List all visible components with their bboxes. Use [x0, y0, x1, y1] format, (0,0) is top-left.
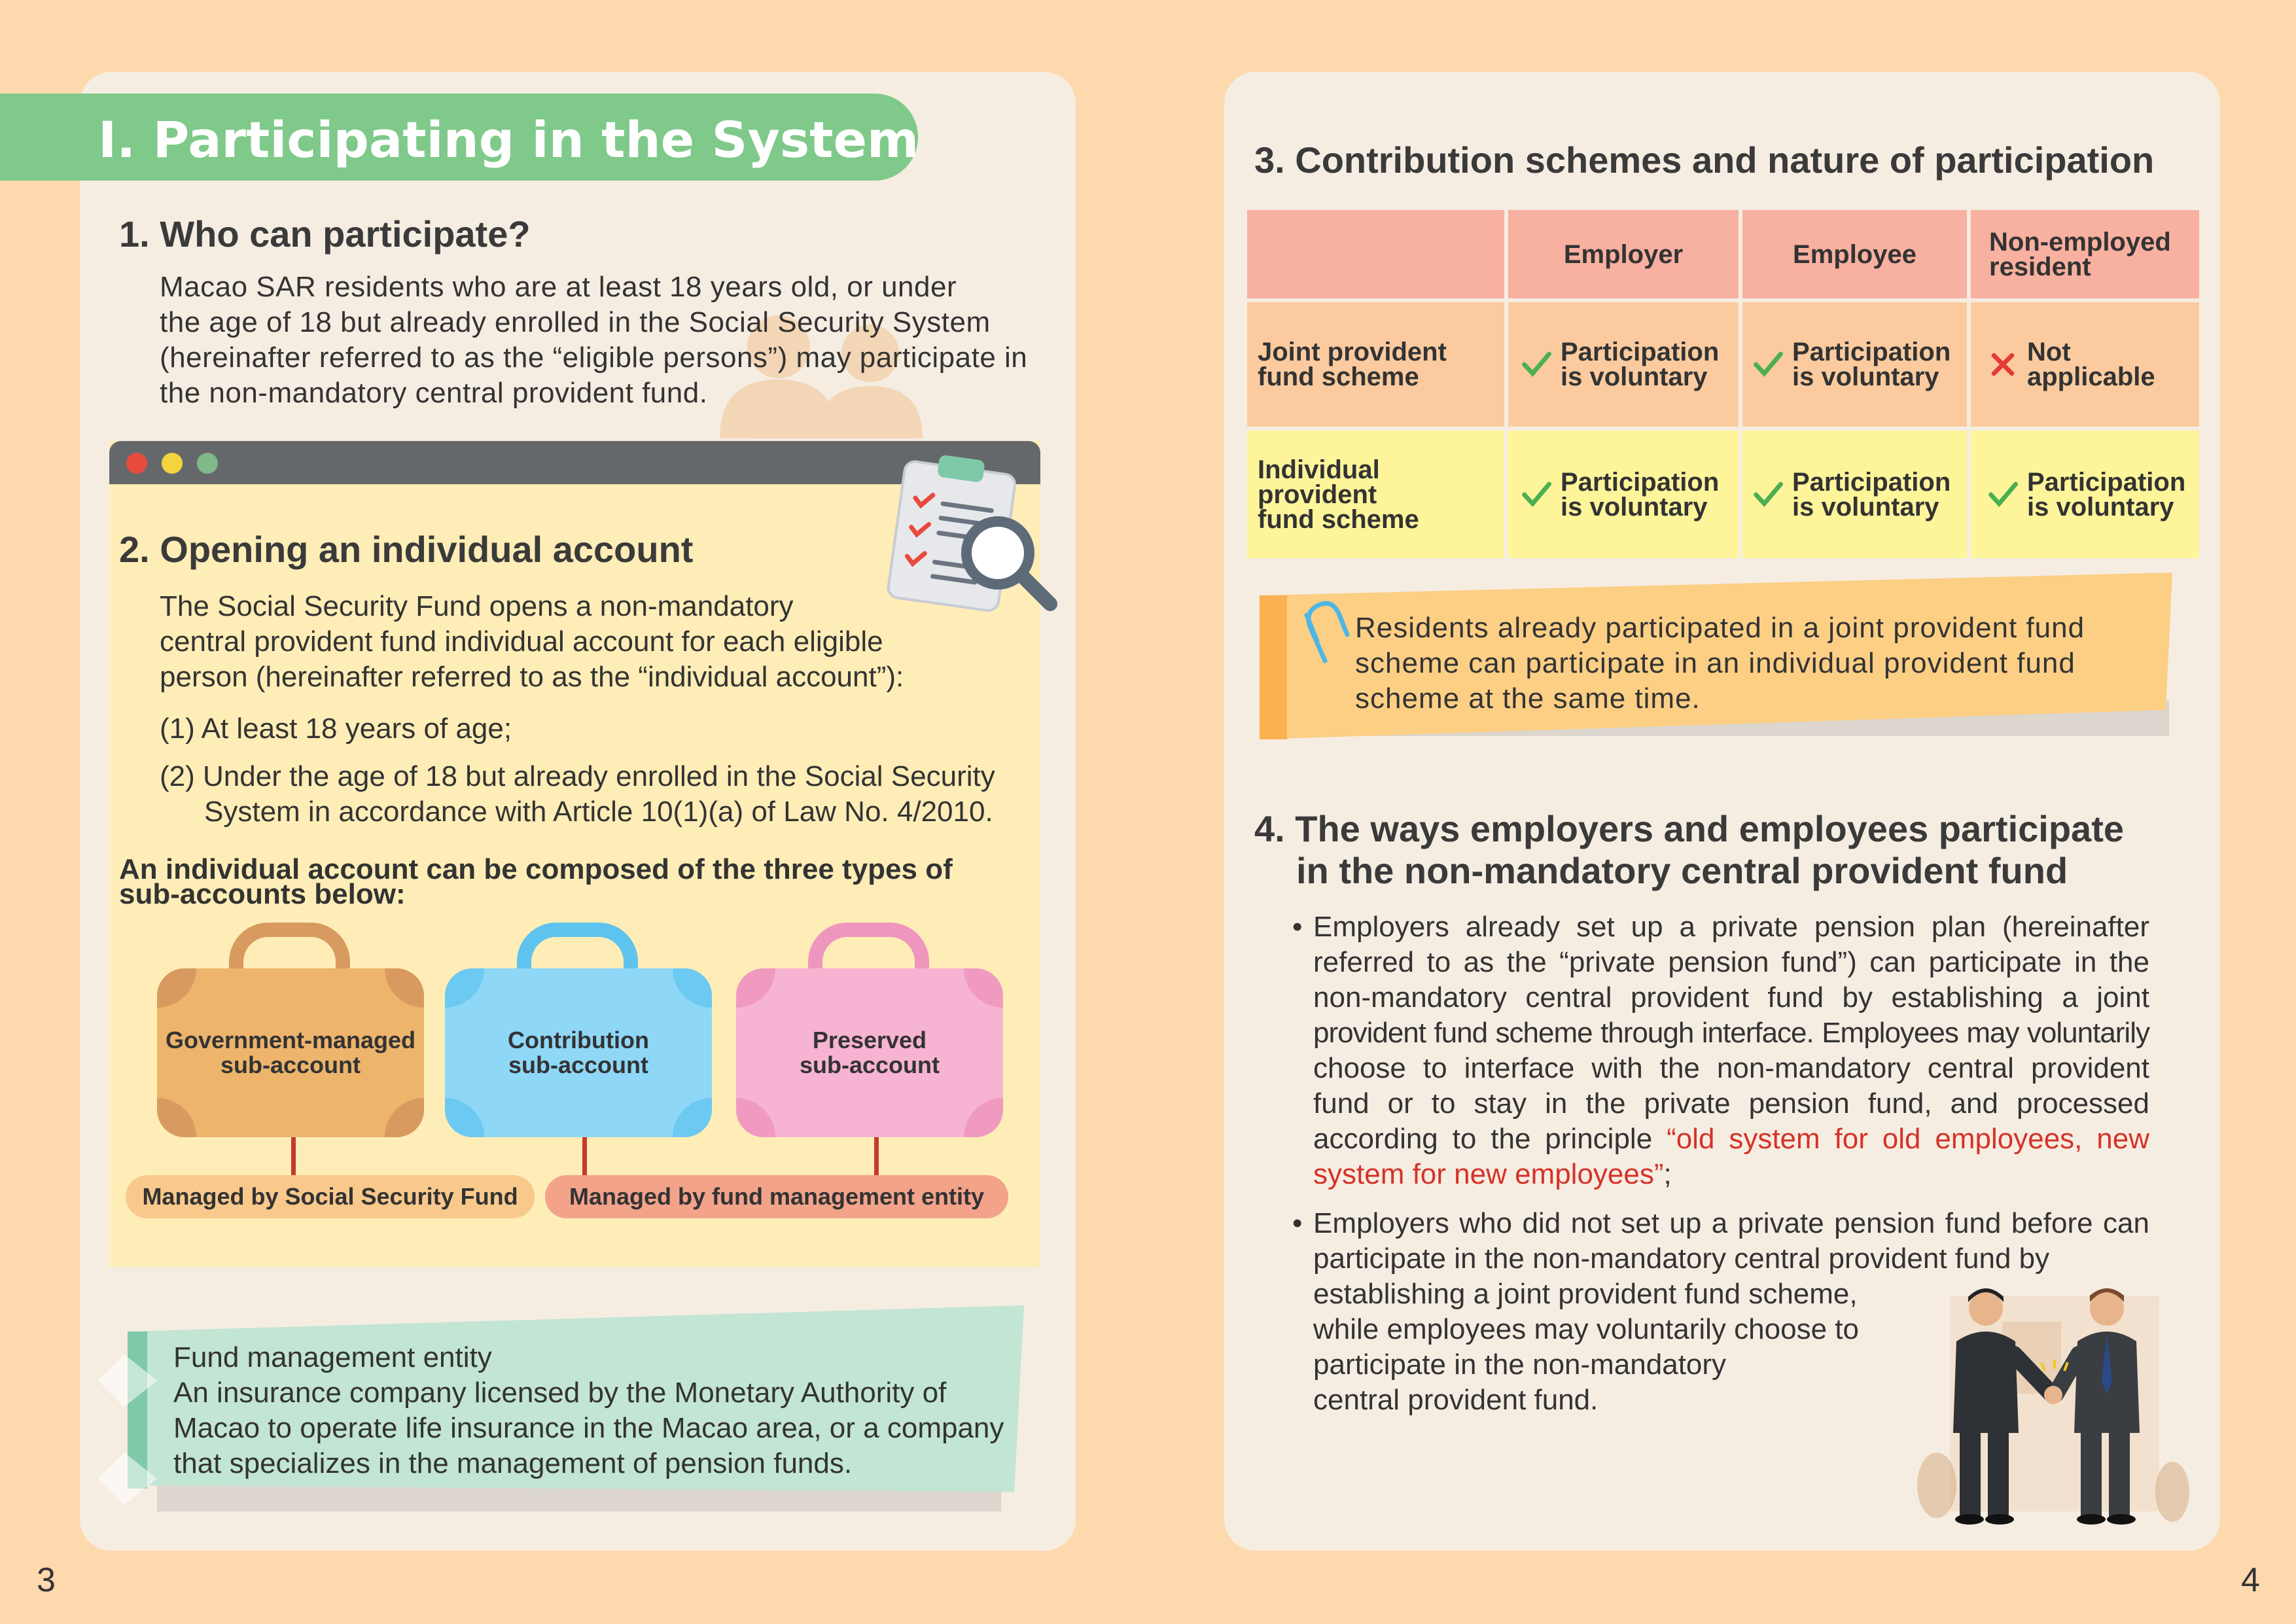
- joint-individual-note: Residents already participated in a joint provident fund scheme can participate in an individual provident fund scheme at the same time.: [1355, 612, 2085, 715]
- bag-handle-1: [229, 923, 350, 975]
- connector-line: [874, 1137, 879, 1175]
- contribution-schemes-heading: 3. Contribution schemes and nature of participation: [1254, 139, 2155, 181]
- row-label-individual: Individual provident fund scheme: [1247, 431, 1504, 558]
- managed-by-ssf-label: Managed by Social Security Fund: [126, 1175, 535, 1218]
- joint-employer-cell: Participation is voluntary: [1508, 302, 1739, 427]
- page-number-left: 3: [37, 1561, 56, 1599]
- criteria-item-1: (1) At least 18 years of age;: [160, 713, 512, 745]
- section-banner: [0, 94, 918, 181]
- connector-line: [291, 1137, 296, 1175]
- managed-by-fme-label: Managed by fund management entity: [545, 1175, 1008, 1218]
- individual-employee-cell: Participation is voluntary: [1742, 431, 1967, 558]
- window-dot-green: [197, 453, 218, 474]
- table-header-employee: Employee: [1742, 210, 1967, 298]
- joint-non-employed-cell: Not applicable: [1971, 302, 2199, 427]
- row-label-joint: Joint provident fund scheme: [1247, 302, 1504, 427]
- fund-management-entity-note: Fund management entity An insurance company licensed by the Monetary Authority of Macao to operate life insurance in the Macao area, or a company that specializes in the management of pension funds.: [173, 1341, 1004, 1479]
- bullet-1: • Employers already set up a private pension plan (hereinafter referred to as the “private pension fund”) can participate in the non-mandatory central provident fund by establishing a joint provident fund scheme through interface. Employees may voluntarily choose to interface with the non-mandatory central provident fund or to stay in the private pension fund, and processed according to the principle “old system for old employees, new system for new employees”;: [1292, 911, 2149, 1190]
- table-header-empty: [1247, 210, 1504, 298]
- government-managed-sub-account-bag: Government-managed sub-account: [157, 968, 424, 1137]
- bag-handle-2: [517, 923, 638, 975]
- sub-accounts-subheading: An individual account can be composed of the three types of sub-accounts below:: [119, 853, 953, 910]
- bag-handle-3: [808, 923, 929, 975]
- check-icon: [1753, 349, 1783, 380]
- joint-employee-cell: Participation is voluntary: [1742, 302, 1967, 427]
- check-icon: [1521, 480, 1551, 510]
- window-dot-yellow: [162, 453, 183, 474]
- cross-icon: [1988, 349, 2018, 380]
- connector-line: [582, 1137, 587, 1175]
- paperclip-icon: [1299, 576, 1351, 674]
- check-icon: [1753, 480, 1783, 510]
- page-number-right: 4: [2241, 1561, 2260, 1599]
- contribution-sub-account-bag: Contribution sub-account: [445, 968, 712, 1137]
- opening-account-text: The Social Security Fund opens a non-mandatory central provident fund individual account for each eligible person (hereinafter referred to as the “individual account”):: [160, 590, 904, 693]
- individual-non-employed-cell: Participation is voluntary: [1971, 431, 2199, 558]
- section-title: I. Participating in the System: [98, 111, 919, 169]
- bullet-2: • Employers who did not set up a private pension fund before can participate in the non-mandatory central provident fund by establishing a joint provident fund scheme, while employees may voluntarily choose to participate in the non-mandatory central provident fund.: [1292, 1207, 2149, 1416]
- preserved-sub-account-bag: Preserved sub-account: [736, 968, 1003, 1137]
- who-can-participate-heading: 1. Who can participate?: [119, 213, 531, 255]
- individual-employer-cell: Participation is voluntary: [1508, 431, 1739, 558]
- check-icon: [1988, 480, 2018, 510]
- table-header-employer: Employer: [1508, 210, 1739, 298]
- who-can-participate-text: Macao SAR residents who are at least 18 years old, or under the age of 18 but already enrolled in the Social Security System (hereinafter referred to as the “eligible persons”) may participate in the non-mandatory central provident fund.: [160, 271, 1028, 409]
- window-dot-red: [126, 453, 147, 474]
- criteria-item-2: (2) Under the age of 18 but already enrolled in the Social Security System in accordance with Article 10(1)(a) of Law No. 4/2010.: [160, 760, 995, 828]
- table-header-non-employed: Non-employed resident: [1971, 210, 2199, 298]
- check-icon: [1521, 349, 1551, 380]
- participation-ways-heading: 4. The ways employers and employees participate in the non-mandatory central provident fund: [1254, 808, 2124, 891]
- opening-account-heading: 2. Opening an individual account: [119, 529, 694, 570]
- handshake-businessmen-icon: [1911, 1282, 2192, 1544]
